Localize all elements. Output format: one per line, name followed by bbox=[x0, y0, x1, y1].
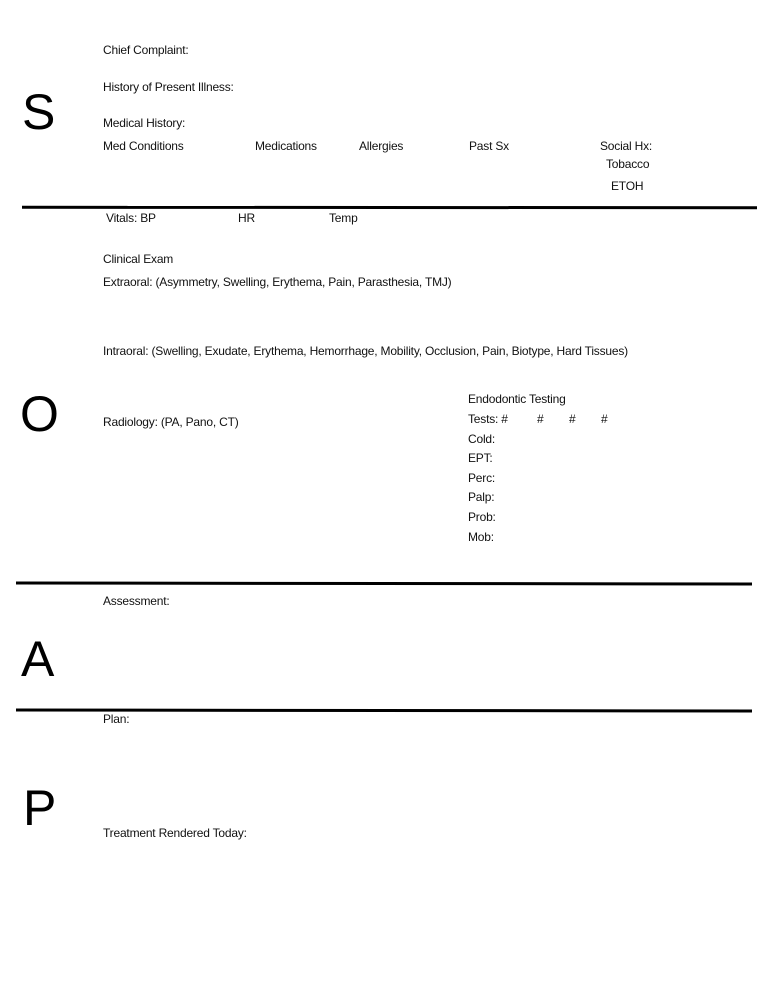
med-conditions-label: Med Conditions bbox=[103, 139, 184, 153]
section-letter-s: S bbox=[22, 84, 56, 140]
clinical-exam-label: Clinical Exam bbox=[103, 252, 174, 266]
allergies-label: Allergies bbox=[359, 139, 404, 153]
vitals-label: Vitals bbox=[106, 211, 134, 225]
section-letter-p: P bbox=[23, 780, 57, 836]
endo-tooth-hash-4: # bbox=[601, 412, 608, 426]
extraoral-label: Extraoral bbox=[103, 275, 150, 289]
endo-ept-label: EPT: bbox=[468, 451, 493, 465]
endo-perc-label: Perc: bbox=[468, 471, 496, 485]
divider-s-o bbox=[22, 206, 757, 209]
endo-testing-title: Endodontic Testing bbox=[468, 392, 566, 406]
vitals-bp: : BP bbox=[133, 211, 156, 225]
chief-complaint-label: Chief Complaint: bbox=[103, 43, 189, 57]
plan-label: Plan: bbox=[103, 712, 130, 726]
endo-prob-label: Prob: bbox=[468, 510, 496, 524]
medical-history-label: Medical History: bbox=[103, 116, 186, 130]
etoh-label: ETOH bbox=[611, 179, 644, 193]
intraoral-label: Intraoral bbox=[103, 344, 146, 358]
extraoral-items: : (Asymmetry, Swelling, Erythema, Pain, Parasthesia, TMJ) bbox=[149, 275, 452, 289]
endo-mob-label: Mob: bbox=[468, 530, 494, 544]
endo-tests-label: Tests: # bbox=[468, 412, 508, 426]
section-letter-a: A bbox=[21, 631, 55, 687]
hpi-label: History of Present Illness: bbox=[103, 80, 234, 94]
tobacco-label: Tobacco bbox=[606, 157, 650, 171]
hr-label: HR bbox=[238, 211, 255, 225]
extraoral-line bbox=[103, 275, 451, 290]
radiology-items: : (PA, Pano, CT) bbox=[154, 415, 239, 429]
medications-label: Medications bbox=[255, 139, 317, 153]
radiology-label: Radiology bbox=[103, 415, 155, 429]
vitals-line bbox=[106, 211, 156, 226]
endo-cold-label: Cold: bbox=[468, 432, 496, 446]
endo-tooth-hash-3: # bbox=[569, 412, 576, 426]
divider-o-a bbox=[16, 581, 752, 585]
intraoral-items: : (Swelling, Exudate, Erythema, Hemorrhage, Mobility, Occlusion, Pain, Biotype, Hard Tissues) bbox=[145, 344, 628, 358]
radiology-line bbox=[103, 415, 239, 430]
past-sx-label: Past Sx bbox=[469, 139, 509, 153]
social-hx-label: Social Hx: bbox=[600, 139, 653, 153]
treatment-rendered-label: Treatment Rendered Today: bbox=[103, 826, 247, 840]
temp-label: Temp bbox=[329, 211, 358, 225]
endo-palp-label: Palp: bbox=[468, 490, 495, 504]
assessment-label: Assessment: bbox=[103, 594, 170, 608]
intraoral-line bbox=[103, 344, 628, 359]
section-letter-o: O bbox=[20, 386, 59, 442]
endo-tooth-hash-2: # bbox=[537, 412, 544, 426]
